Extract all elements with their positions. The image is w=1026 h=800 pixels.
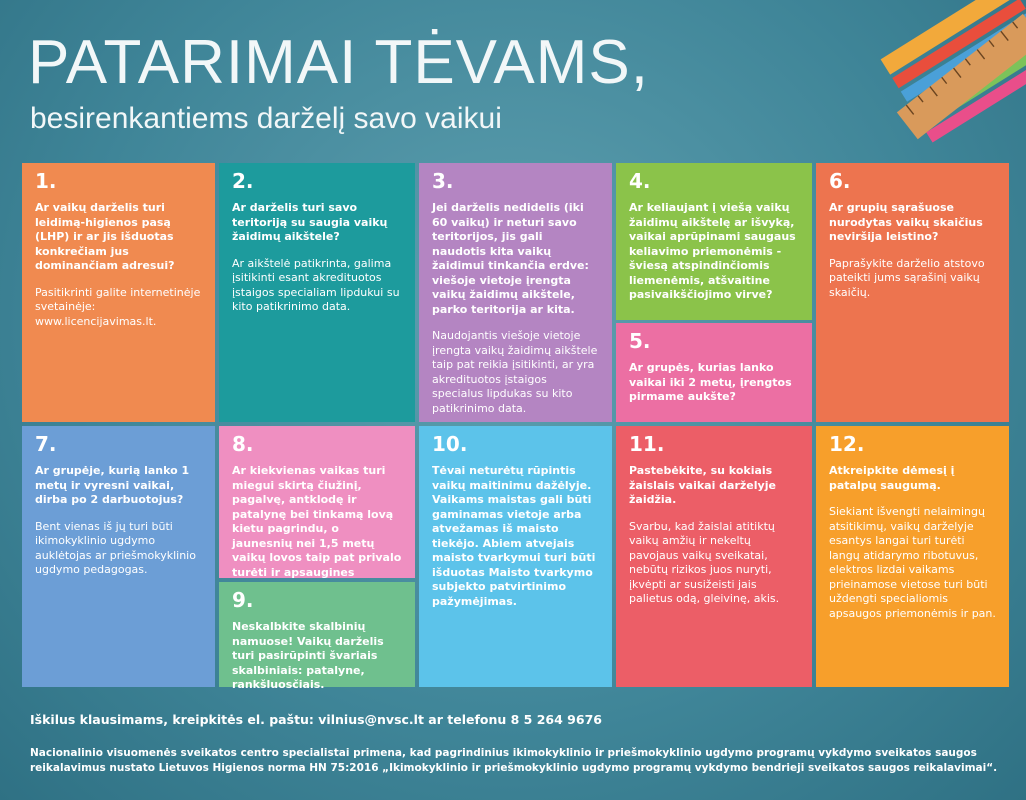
tip-card-10: [419, 426, 612, 687]
page-title: PATARIMAI TĖVAMS,: [28, 28, 650, 97]
tip-answer: Pasitikrinti galite internetinėje svetainėje: www.licencijavimas.lt.: [35, 285, 201, 328]
tip-number: 11.: [629, 432, 665, 456]
tip-number: 12.: [829, 432, 865, 456]
tip-card-7: [22, 426, 215, 687]
tip-number: 10.: [432, 432, 468, 456]
tip-answer: Ar aikštelė patikrinta, galima įsitikinti esant akredituotos įstaigos specialiam lipdukui su kito patikrinimo data.: [232, 256, 400, 314]
tip-answer: Svarbu, kad žaislai atitiktų vaikų amžių ir nekeltų pavojaus vaikų sveikatai, nebūtų rizikos juos nuryti, įkvėpti ar susižeisti jais palietus odą, gleivinę, akis.: [629, 519, 780, 606]
tip-question: Ar grupių sąrašuose nurodytas vaikų skaičius neviršija leistino?: [829, 201, 983, 244]
tip-question: Ar kiekvienas vaikas turi miegui skirtą čiužinį, pagalvę, antklodę ir patalynę bei tinkamą lovą kietu pagrindu, o jaunesnių nei 1,5 metų vaikų lovos taip pat privalo turėti ir apsaugines: [232, 464, 402, 579]
tip-card-4: [616, 163, 812, 320]
tip-card-6: [816, 163, 1009, 422]
page-subtitle: besirenkantiems darželį savo vaikui: [30, 102, 502, 135]
tip-answer: Naudojantis viešoje vietoje įrengta vaikų žaidimų aikštele taip pat reikia įsitikinti, ar yra akredituotos įstaigos specialus lipdukas su kito patikrinimo data.: [432, 329, 598, 415]
tip-number: 5.: [629, 329, 651, 353]
tip-question: Jei darželis nedidelis (iki 60 vaikų) ir neturi savo teritorijos, jis gali naudotis kita vaikų žaidimui tinkančia erdve: viešoje vietoje įrengta vaikų žaidimų aikštele, parko teritorija ar kita.: [432, 201, 589, 316]
tip-question: Ar vaikų darželis turi leidimą-higienos pasą (LHP) ir ar jis išduotas konkrečiam jus dominančiam adresui?: [35, 201, 175, 273]
tip-card-9: [219, 582, 415, 692]
tip-number: 2.: [232, 169, 254, 193]
tip-card-2: [219, 163, 415, 422]
tip-number: 6.: [829, 169, 851, 193]
tip-card-5: [616, 323, 812, 422]
tip-question: Ar darželis turi savo teritoriją su saugia vaikų žaidimų aikštele?: [232, 201, 388, 244]
tip-card-3: [419, 163, 612, 422]
tip-question: Ar keliaujant į viešą vaikų žaidimų aikštelę ar išvyką, vaikai aprūpinami saugaus keliavimo priemonėmis - šviesą atspindinčiomis liemenėmis, atšvaitine pasivaikščiojimo virve?: [629, 201, 796, 302]
tip-answer: Paprašykite darželio atstovo pateikti jums sąrašinį vaikų skaičių.: [829, 256, 985, 299]
tip-number: 1.: [35, 169, 57, 193]
tip-question: Tėvai neturėtų rūpintis vaikų maitinimu dažėlyje. Vaikams maistas gali būti gaminamas vietoje arba atvežamas iš maisto tiekėjo. Abiem atvejais maisto tvarkymui turi būti išduotas Maisto tvarkymo subjekto patvirtinimo pažymėjimas.: [432, 464, 596, 608]
tip-card-11: [616, 426, 812, 687]
tip-question: Atkreipkite dėmesį į patalpų saugumą.: [829, 464, 955, 492]
contact-info: Iškilus klausimams, kreipkitės el. paštu: vilnius@nvsc.lt ar telefonu 8 5 264 9676: [30, 712, 602, 727]
tip-card-1: [22, 163, 215, 422]
tip-answer: Siekiant išvengti nelaimingų atsitikimų, vaikų darželyje esantys langai turi turėti langų atidarymo ribotuvus, elektros lizdai vaikams prieinamose vietose turi būti uždengti specialiomis apsaugos priemonėmis ir pan.: [829, 505, 996, 620]
tip-number: 9.: [232, 588, 254, 612]
tip-answer: Bent vienas iš jų turi būti ikimokyklinio ugdymo auklėtojas ar priešmokyklinio ugdymo pedagogas.: [35, 519, 196, 577]
tip-question: Pastebėkite, su kokiais žaislais vaikai darželyje žaidžia.: [629, 464, 776, 507]
tip-question: Ar grupėje, kurią lanko 1 metų ir vyresni vaikai, dirba po 2 darbuotojus?: [35, 464, 190, 507]
tip-question: Ar grupės, kurias lanko vaikai iki 2 metų, įrengtos pirmame aukšte?: [629, 361, 792, 404]
tip-number: 3.: [432, 169, 454, 193]
tip-question: Neskalbkite skalbinių namuose! Vaikų darželis turi pasirūpinti švariais skalbiniais: patalyne, rankšluosčiais.: [232, 620, 384, 692]
tip-number: 8.: [232, 432, 254, 456]
tip-card-12: [816, 426, 1009, 687]
tip-card-8: [219, 426, 415, 578]
tip-number: 7.: [35, 432, 57, 456]
tip-number: 4.: [629, 169, 651, 193]
pencils-illustration: [838, 0, 1026, 160]
footer-note: Nacionalinio visuomenės sveikatos centro specialistai primena, kad pagrindinius ikimokyklinio ir priešmokyklinio ugdymo programų vykdymo sveikatos saugos reikalavimus nustato Lietuvos Higienos norma HN 75:2016 „Ikimokyklinio ir priešmokyklinio ugdymo programų vykdymo bendrieji sveikatos saugos reikalavimai“.: [30, 747, 998, 775]
